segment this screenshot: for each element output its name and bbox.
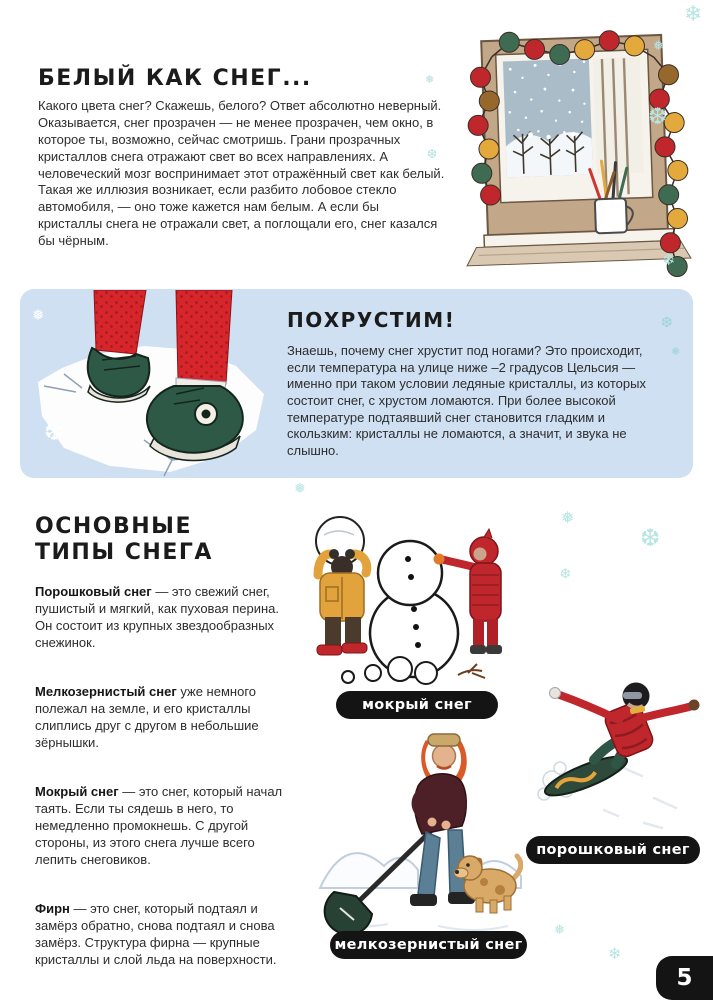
window-garland-illustration [443, 12, 709, 284]
snowflake-icon: ❅ [32, 306, 45, 324]
label-wet-snow: мокрый снег [336, 691, 498, 719]
snowflake-icon: ❅ [294, 481, 306, 497]
snowflake-icon: ❆ [648, 104, 668, 130]
snowflake-icon: ❆ [560, 567, 571, 582]
label-fine-grained-snow: мелкозернистый снег [330, 931, 527, 959]
snowflake-icon: ❆ [44, 418, 65, 446]
snowboarder-illustration [524, 638, 713, 830]
label-powder-snow: порошковый снег [526, 836, 700, 864]
snowflake-icon: ❅ [425, 73, 435, 86]
section-title-snow-types: ОСНОВНЫЕ ТИПЫ СНЕГА [35, 514, 213, 566]
page-number: 5 [656, 956, 713, 1000]
boots-in-snow-illustration [24, 290, 286, 478]
man-shoveling-illustration [318, 726, 523, 938]
snow-type-paragraph: Мокрый снег — это снег, который начал таять. Если ты сядешь в него, то немедленно промокнешь. С другой стороны, из этого снега лучше всего лепить снеговиков. [35, 784, 283, 868]
white-as-snow-paragraph: Какого цвета снег? Скажешь, белого? Ответ абсолютно неверный. Оказывается, снег прозрачен — не менее прозрачен, чем окно, в которое ты, возможно, сейчас смотришь. Грани прозрачных кристаллов снега отражают свет во всех направлениях. А человеческий мозг воспринимает этот отражённый свет как белый. Такая же иллюзия возникает, если разбито лобовое стекло автомобиля, — оно тоже кажется нам белым. А если бы кристаллы снега не отражали свет, а поглощали его, снег казался бы чёрным. [38, 98, 445, 249]
snow-type-paragraph: Фирн — это снег, который подтаял и замёрз обратно, снова подтаял и снова замёрз. Структура фирна — крупные кристаллы и слой льда на поверхности. [35, 901, 277, 968]
snowflake-icon: ❅ [561, 508, 575, 527]
kids-building-snowman-illustration [288, 515, 533, 693]
snowflake-icon: ❄ [608, 944, 622, 963]
kid-yellow-jacket [316, 517, 367, 655]
slope-streaks [604, 768, 676, 828]
snowflake-icon: ❄ [662, 250, 676, 269]
twig [458, 664, 485, 678]
crunch-box-paragraph: Знаешь, почему снег хрустит под ногами? Это происходит, если температура на улице ниже –2 градусов Цельсия — именно при таком условии ледяные кристаллы, из которых состоит снег, с хрустом ломаются. При более высокой температуре подтаявший снег становится гладким и скользким: кристаллы не ломаются, а значит, и звука не слышно. [287, 343, 646, 458]
snowflake-icon: ❅ [671, 345, 681, 358]
snowflake-icon: ❆ [661, 315, 673, 331]
section-title-white-as-snow: БЕЛЫЙ КАК СНЕГ... [38, 66, 312, 91]
window [459, 26, 692, 284]
snow-type-paragraph: Мелкозернистый снег уже немного полежал на земле, и его кристаллы слиплись друг с другом в небольшие зёрнышки. [35, 684, 259, 751]
snowflake-icon: ❅ [653, 39, 664, 54]
snowflake-icon: ❆ [427, 147, 438, 161]
crunch-box-title: ПОХРУСТИМ! [287, 308, 456, 332]
snowflake-icon: ❄ [684, 2, 703, 27]
snow-type-paragraph: Порошковый снег — это свежий снег, пушистый и мягкий, как пуховая перина. Он состоит из крупных звездообразных снежинок. [35, 584, 279, 651]
snowflake-icon: ❅ [554, 923, 565, 938]
snowflake-icon: ❆ [640, 524, 661, 552]
snow-types-column [35, 583, 297, 1000]
